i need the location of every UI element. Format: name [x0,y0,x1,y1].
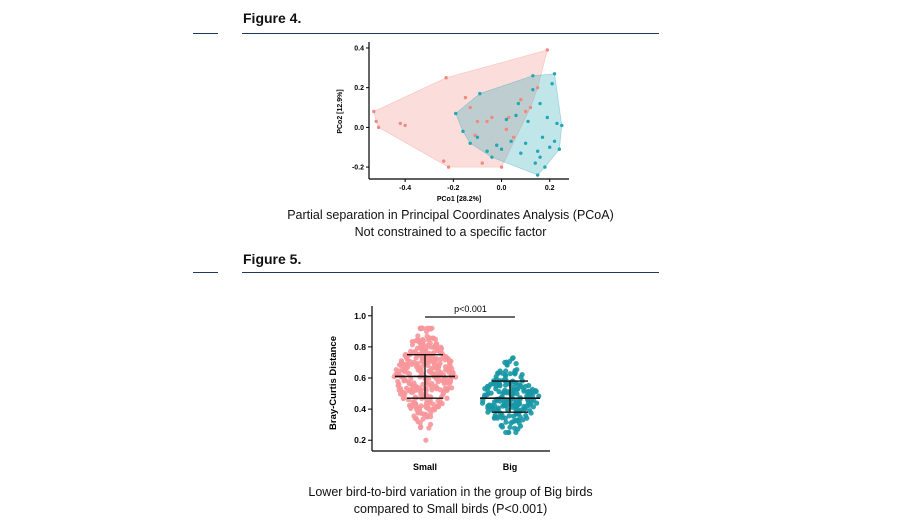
series-2-point [553,72,556,75]
series-2-point [509,140,512,143]
data-point [500,391,505,396]
series-1-point [536,86,539,89]
figure4-divider [242,33,659,34]
series-1-point [403,124,406,127]
data-point [527,389,532,394]
data-point [410,383,415,388]
figure5-left-rule [193,272,218,273]
data-point [507,413,512,418]
data-point [512,386,517,391]
data-point [480,401,485,406]
data-point [446,357,451,362]
figure4-title: Figure 4. [243,10,302,26]
data-point [430,336,435,341]
data-point [436,365,441,370]
y-tick-label: 0.0 [354,124,364,132]
figure4-caption-line2: Not constrained to a specific factor [354,225,547,239]
data-point [499,423,504,428]
series-2-point [490,155,493,158]
data-point [496,396,501,401]
figure5-caption-line2: compared to Small birds (P<0.001) [353,502,548,516]
data-point [418,369,423,374]
data-point [407,359,412,364]
series-2-point [461,130,464,133]
series-2-point [534,161,537,164]
series-1-point [447,165,450,168]
data-point [443,386,448,391]
series-2-point [558,148,561,151]
figure5-divider [242,272,659,273]
series-1-point [469,106,472,109]
data-point [529,410,534,415]
series-2-point [531,88,534,91]
data-point [515,427,520,432]
data-point [534,401,539,406]
data-point [448,363,453,368]
y-tick-label: 1.0 [354,310,366,321]
data-point [427,370,432,375]
data-point [444,396,449,401]
series-1-point [546,48,549,51]
series-2-point [538,102,541,105]
figure5-caption [242,484,659,518]
data-point [508,371,513,376]
data-point [424,401,429,406]
data-point [438,356,443,361]
series-2-point [548,146,551,149]
figure5-caption-line1: Lower bird-to-bird variation in the group of Big birds [308,485,593,499]
series-1-point [372,110,375,113]
data-point [428,411,433,416]
data-point [426,425,431,430]
data-point [485,410,490,415]
data-point [417,408,422,413]
data-point [511,355,516,360]
data-point [399,360,404,365]
data-point [418,403,423,408]
y-tick-label: -0.2 [351,164,364,172]
pcoa-chart [333,36,573,211]
data-point [420,326,425,331]
data-point [418,424,423,429]
series-1-point [476,120,479,123]
figure4-left-rule [193,33,218,34]
series-2-point [550,82,553,85]
data-point [423,357,428,362]
series-2-point [536,150,539,153]
data-point [396,383,401,388]
y-axis-label: Bray-Curtis Distance [328,336,339,430]
series-2-point [555,122,558,125]
y-tick-label: 0.2 [354,435,366,446]
figure4-caption-line1: Partial separation in Principal Coordinates Analysis (PCoA) [287,208,614,222]
series-2-point [478,92,481,95]
y-tick-label: 0.2 [354,85,364,93]
data-point [523,384,528,389]
series-1-point [464,96,467,99]
data-point [434,358,439,363]
data-point [503,420,508,425]
data-point [507,425,512,430]
series-2-point [560,124,563,127]
series-2-point [495,144,498,147]
series-2-point [500,148,503,151]
y-tick-label: 0.4 [354,45,364,53]
series-1-point [512,136,515,139]
series-1-point [377,126,380,129]
data-point [433,344,438,349]
category-label-big: Big [502,462,518,472]
figure5-title: Figure 5. [243,251,302,267]
data-point [520,417,525,422]
data-point [413,388,418,393]
data-point [517,401,522,406]
data-point [489,403,494,408]
series-2-point [543,165,546,168]
series-1-point [375,120,378,123]
category-label-small: Small [412,462,438,472]
series-1-point [529,106,532,109]
series-2-point [524,142,527,145]
series-1-point [505,128,508,131]
series-2-point [526,120,529,123]
series-2-point [454,112,457,115]
data-point [424,329,429,334]
figure4-caption [242,207,659,241]
data-point [412,401,417,406]
series-1-point [444,76,447,79]
data-point [403,366,408,371]
series-1-point [524,110,527,113]
data-point [394,367,399,372]
data-point [507,381,512,386]
bray-curtis-chart [320,298,570,478]
data-point [421,412,426,417]
data-point [408,406,413,411]
data-point [423,438,428,443]
y-tick-label: 0.4 [354,404,366,415]
series-2-point [514,114,517,117]
series-1-point [481,161,484,164]
series-1-point [490,116,493,119]
series-2-point [546,116,549,119]
x-tick-label: 0.0 [496,185,507,192]
data-point [482,393,487,398]
data-point [524,404,529,409]
data-point [403,378,408,383]
y-tick-label: 0.8 [354,341,366,352]
series-2-point [517,102,520,105]
data-point [438,387,443,392]
data-point [520,372,525,377]
series-2-point [538,155,541,158]
data-point [426,382,431,387]
data-point [433,384,438,389]
series-2-point [469,142,472,145]
data-point [502,360,507,365]
data-point [514,361,519,366]
series-1-point [399,122,402,125]
series-1-point [442,159,445,162]
series-2-point [553,140,556,143]
data-point [486,384,491,389]
data-point [419,364,424,369]
series-1-point [485,120,488,123]
series-1-point [519,98,522,101]
data-point [490,381,495,386]
x-axis-label: PCo1 [28.2%] [436,196,482,203]
x-tick-label: 0.2 [544,185,555,192]
data-point [500,404,505,409]
data-point [503,430,508,435]
series-2-point [485,150,488,153]
data-point [434,404,439,409]
x-tick-label: -0.2 [447,185,460,192]
series-2-point [476,136,479,139]
data-point [443,367,448,372]
data-point [496,371,501,376]
series-1-point [500,165,503,168]
data-point [429,387,434,392]
series-2-point [519,151,522,154]
series-2-point [536,173,539,176]
data-point [450,370,455,375]
data-point [413,349,418,354]
data-point [413,416,418,421]
data-point [422,392,427,397]
data-point [410,342,415,347]
data-point [444,377,449,382]
y-tick-label: 0.6 [354,373,366,383]
y-axis-label: PCo2 [12.9%] [337,89,344,134]
data-point [398,391,403,396]
x-tick-label: -0.4 [399,185,412,192]
series-2-point [531,74,534,77]
data-point [496,414,501,419]
data-point [417,340,422,345]
series-2-point [505,118,508,121]
series-2-point [541,136,544,139]
data-point [438,370,443,375]
significance-label: p<0.001 [454,304,487,314]
data-point [503,373,508,378]
data-point [404,386,409,391]
data-point [516,418,521,423]
data-point [489,390,494,395]
data-point [415,361,420,366]
